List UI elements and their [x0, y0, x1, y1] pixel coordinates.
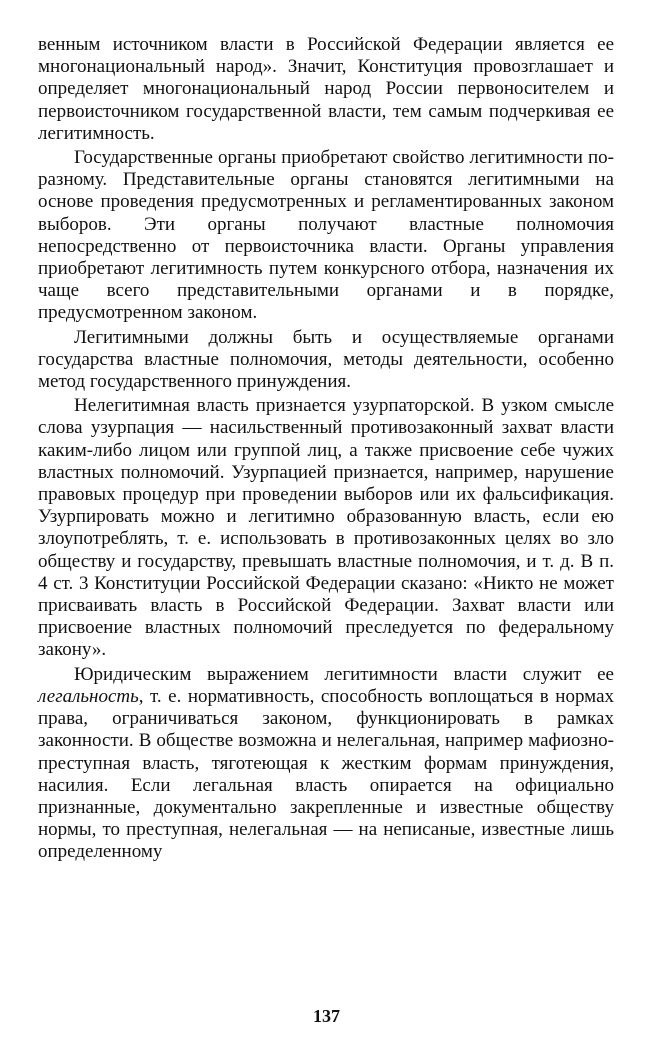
emphasis-legality: легальность	[38, 685, 139, 707]
page-number: 137	[313, 1006, 340, 1026]
paragraph-2: Государственные органы приобретают свойство легитимности по-разному. Представительные органы становятся легитимными на основе проведения предусмотренных и регламентированных законом выборов. Эти органы получают властные полномочия непосредственно от первоисточника власти. Органы управления приобретают легитимность путем конкурсного отбора, назначения их чаще всего представительными органами и в порядке, предусмотренном законом.	[38, 147, 614, 324]
paragraph-3: Легитимными должны быть и осуществляемые органами государства властные полномочия, методы деятельности, особенно метод государственного принуждения.	[38, 326, 614, 393]
paragraph-1: венным источником власти в Российской Федерации является ее многонациональный народ». Значит, Конституция провозглашает и определяет многонациональный народ России первоносителем и первоисточником государственной власти, тем самым подчеркивая ее легитимность.	[38, 34, 614, 144]
paragraph-5-start: Юридическим выражением легитимности власти служит ее	[74, 663, 614, 685]
paragraph-4: Нелегитимная власть признается узурпаторской. В узком смысле слова узурпация — насильственный противозаконный захват власти каким-либо лицом или группой лиц, а также присвоение себе чужих властных полномочий. Узурпацией признается, например, нарушение правовых процедур при проведении выборов или их фальсификация. Узурпировать можно и легитимно образованную власть, если ею злоупотреблять, т. е. использовать в противозаконных целях во зло обществу и государству, превышать властные полномочия, и т. д. В п. 4 ст. 3 Конституции Российской Федерации сказано: «Никто не может присваивать власть в Российской Федерации. Захват власти или присвоение властных полномочий преследуется по федеральному закону».	[38, 395, 614, 661]
page-text	[38, 34, 614, 864]
paragraph-5-rest: , т. е. нормативность, способность воплощаться в нормах права, ограничиваться законом, функционировать в рамках законности. В обществе возможна и нелегальная, например мафиозно-преступная власть, тяготеющая к жестким формам принуждения, насилия. Если легальная власть опирается на официально признанные, документально закрепленные и известные обществу нормы, то преступная, нелегальная — на неписаные, известные лишь определенному	[38, 685, 614, 863]
paragraph-5	[38, 664, 614, 864]
